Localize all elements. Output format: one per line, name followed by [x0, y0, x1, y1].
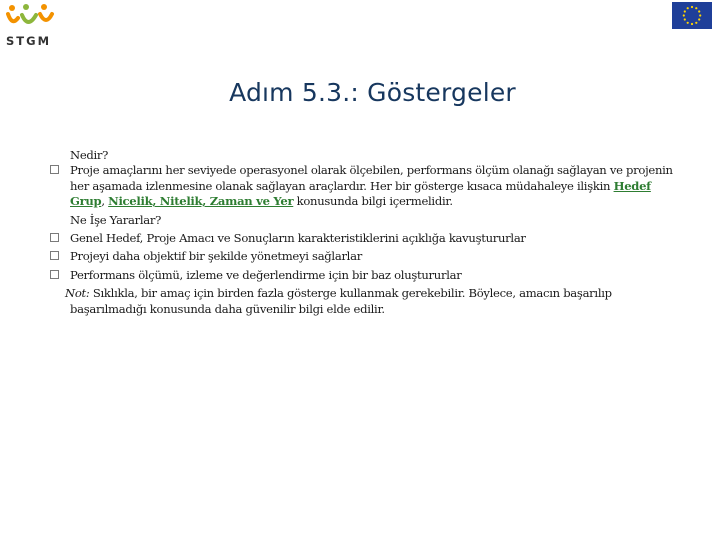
section-heading-nedir: Nedir? [70, 148, 109, 162]
list-item [50, 231, 680, 246]
section-heading-ne-ise-yararlar: Ne İşe Yararlar? [70, 212, 162, 227]
note-text: Sıklıkla, bir amaç için birden fazla gösterge kullanmak gerekebilir. Böylece, amacın başarılıp başarılmadığı konusunda daha güvenilir bilgi elde edilir. [70, 286, 612, 316]
checkbox-bullet-icon [50, 251, 59, 260]
list-item-text: Genel Hedef, Proje Amacı ve Sonuçların karakteristiklerini açıklığa kavuştururlar [70, 231, 526, 246]
definition-text-end: konusunda bilgi içermelidir. [293, 194, 453, 209]
slide-title: Adım 5.3.: Göstergeler [229, 78, 516, 107]
checkbox-bullet-icon [50, 233, 59, 242]
note-paragraph [50, 286, 680, 317]
definition-paragraph [50, 163, 680, 209]
list-item-text: Projeyi daha objektif bir şekilde yönetmeyi sağlarlar [70, 249, 362, 264]
eu-flag-icon [672, 2, 712, 29]
list-item [50, 249, 680, 264]
highlight-hedef-grup: Hedef Grup [70, 178, 651, 209]
slide-body [50, 148, 680, 317]
note-label: Not: [65, 286, 90, 301]
definition-text: Proje amaçlarını her seviyede operasyonel olarak ölçebilen, performans ölçüm olanağı sağlayan ve projenin her aşamada izlenmesine olanak sağlayan araçlardır. Her bir gösterge kısaca müdahaleye ilişkin [70, 163, 673, 193]
checkbox-bullet-icon [50, 165, 59, 174]
logo-text: STGM [6, 34, 52, 48]
checkbox-bullet-icon [50, 270, 59, 279]
definition-comma: , [101, 194, 109, 209]
list-item [50, 268, 680, 283]
highlight-nicelik: Nicelik, Nitelik, Zaman ve Yer [108, 194, 294, 209]
list-item-text: Performans ölçümü, izleme ve değerlendirme için bir baz oluştururlar [70, 267, 462, 282]
logo-figures-icon [4, 2, 62, 36]
